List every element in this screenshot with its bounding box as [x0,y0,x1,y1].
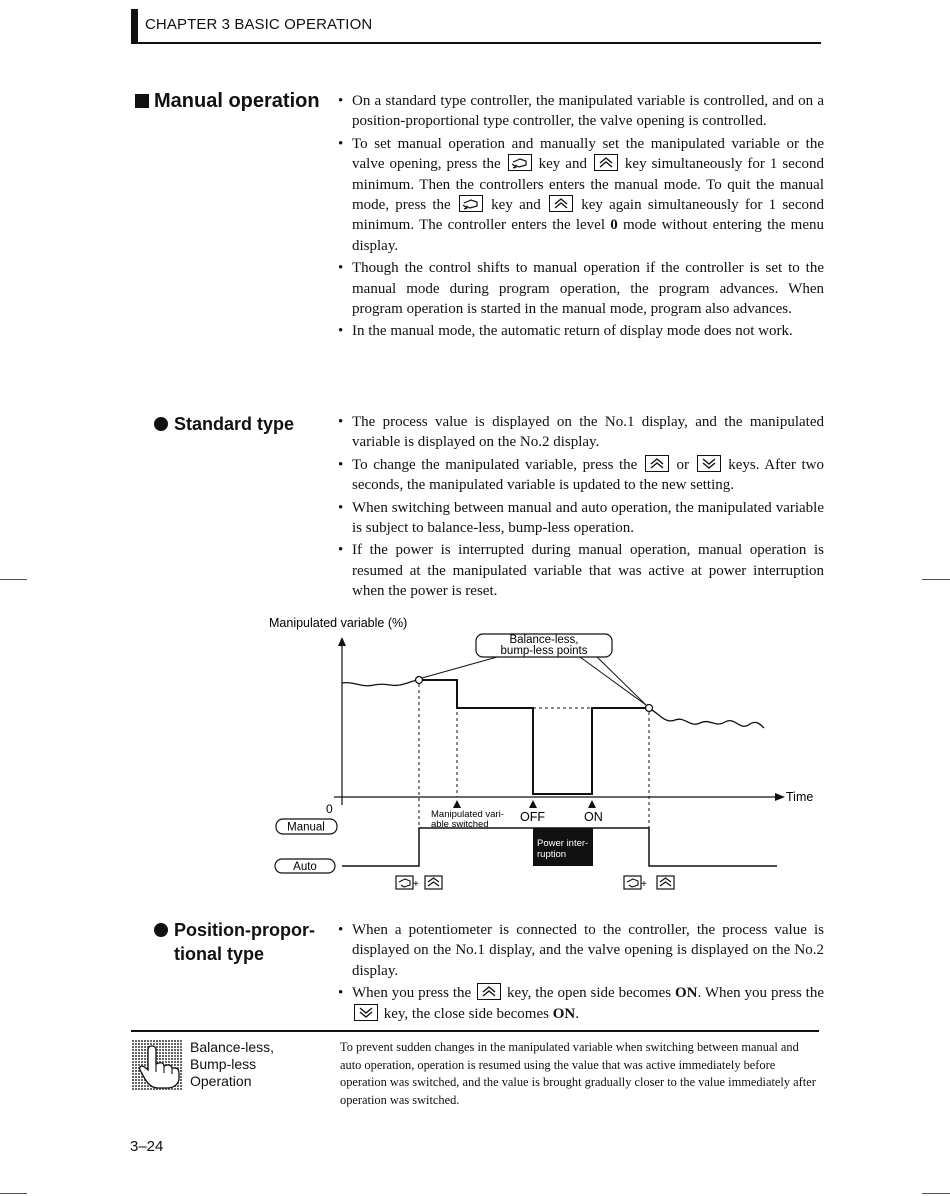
up-key-icon [594,154,618,171]
event-marker [529,800,537,808]
y-axis-label: Manipulated variable (%) [269,616,408,630]
note-text: To prevent sudden changes in the manipulated variable when switching between manual and auto operation, operation is resumed using the value that was active immediately before operation was switched, and the value is brought gradually closer to the value immediately after operation was switched. [340,1040,816,1107]
note-title: Balance-less, Bump-less Operation [190,1039,275,1089]
circle-bullet-icon [154,923,168,937]
event-marker [453,800,461,808]
down-key-icon [697,455,721,472]
list-item: • When a potentiometer is connected to the controller, the process value is displayed on the No.1 display, and the valve opening is displayed on the No.2 display. [338,920,824,981]
manual-operation-list [338,91,824,344]
svg-text:Power inter-: Power inter- [537,838,589,849]
callout-pointer [422,657,497,678]
callout-pointer [580,657,646,705]
mode-key-icon [459,195,483,212]
list-item: • When switching between manual and auto operation, the manipulated variable is subject to balance-less, bump-less operation. [338,498,824,539]
list-item: • To change the manipulated variable, press the or keys. After two seconds, the manipulated variable is updated to the new setting. [338,455,824,496]
list-item: • To set manual operation and manually set the manipulated variable or the valve opening, press the key and key simultaneously for 1 second minimum. Then the controllers enters the manual mode. To quit the manual mode, press the key and key again simultaneously for 1 second minimum. The controller enters the level 0 mode without entering the menu display. [338,134,824,256]
x-axis-arrow [775,793,785,801]
mode-key-icon [508,154,532,171]
circle-bullet-icon [154,417,168,431]
list-item: • If the power is interrupted during manual operation, manual operation is resumed at the manipulated variable that was active at power interruption when the power is reset. [338,540,824,601]
list-item: • The process value is displayed on the No.1 display, and the manipulated variable is displayed on the No.2 display. [338,412,824,453]
position-proportional-list [338,920,824,1026]
event-marker [588,800,596,808]
switch-point-marker [416,677,423,684]
crop-mark-bottom-left [0,1193,27,1194]
crop-mark-left [0,579,27,580]
svg-text:ruption: ruption [537,849,567,860]
note-divider [131,1030,819,1032]
chapter-title: CHAPTER 3 BASIC OPERATION [145,16,373,33]
crop-mark-right [922,579,950,580]
square-bullet-icon [135,94,149,108]
crop-mark-bottom-right [922,1193,950,1194]
manipulated-variable-line [419,680,648,794]
mv-switched-label: able switched [431,819,489,830]
list-item: • In the manual mode, the automatic return of display mode does not work. [338,321,824,341]
callout-text: Balance-less, [509,634,579,646]
process-value-wave [342,680,419,686]
chapter-header [131,9,821,44]
down-key-icon [354,1004,378,1021]
origin-label: 0 [326,802,333,816]
up-key-icon [477,983,501,1000]
up-key-icon [645,455,669,472]
up-key-icon [549,195,573,212]
callout-text: bump-less points [500,645,588,657]
pointing-hand-icon [132,1040,182,1090]
switch-point-marker [646,705,653,712]
manual-auto-diagram [262,612,822,902]
page-number: 3–24 [130,1138,164,1155]
manual-operation-heading: Manual operation [135,90,320,113]
svg-text:+: + [413,879,419,890]
svg-text:+: + [641,879,647,890]
position-proportional-heading: Position-propor- tional type [154,918,315,966]
chapter-bar [131,9,138,42]
list-item: • When you press the key, the open side becomes ON. When you press the key, the close side becomes ON. [338,983,824,1024]
key-combo-left [396,876,442,890]
svg-text:Manual: Manual [287,821,325,834]
list-item: • On a standard type controller, the manipulated variable is controlled, and on a position-proportional type controller, the valve opening is controlled. [338,91,824,132]
auto-mode-wave [650,709,764,728]
y-axis-arrow [338,637,346,646]
key-combo-right [624,876,674,890]
standard-type-list [338,412,824,604]
x-axis-label: Time [786,790,814,804]
list-item: • Though the control shifts to manual operation if the controller is set to the manual mode during program operation, the program advances. When program operation is started in the manual mode, program also advances. [338,258,824,319]
standard-type-heading: Standard type [154,412,294,436]
off-label: OFF [520,810,545,824]
mv-switched-label: Manipulated vari- [431,809,504,820]
callout-pointer [597,657,646,705]
svg-text:Auto: Auto [293,861,317,873]
on-label: ON [584,810,603,824]
